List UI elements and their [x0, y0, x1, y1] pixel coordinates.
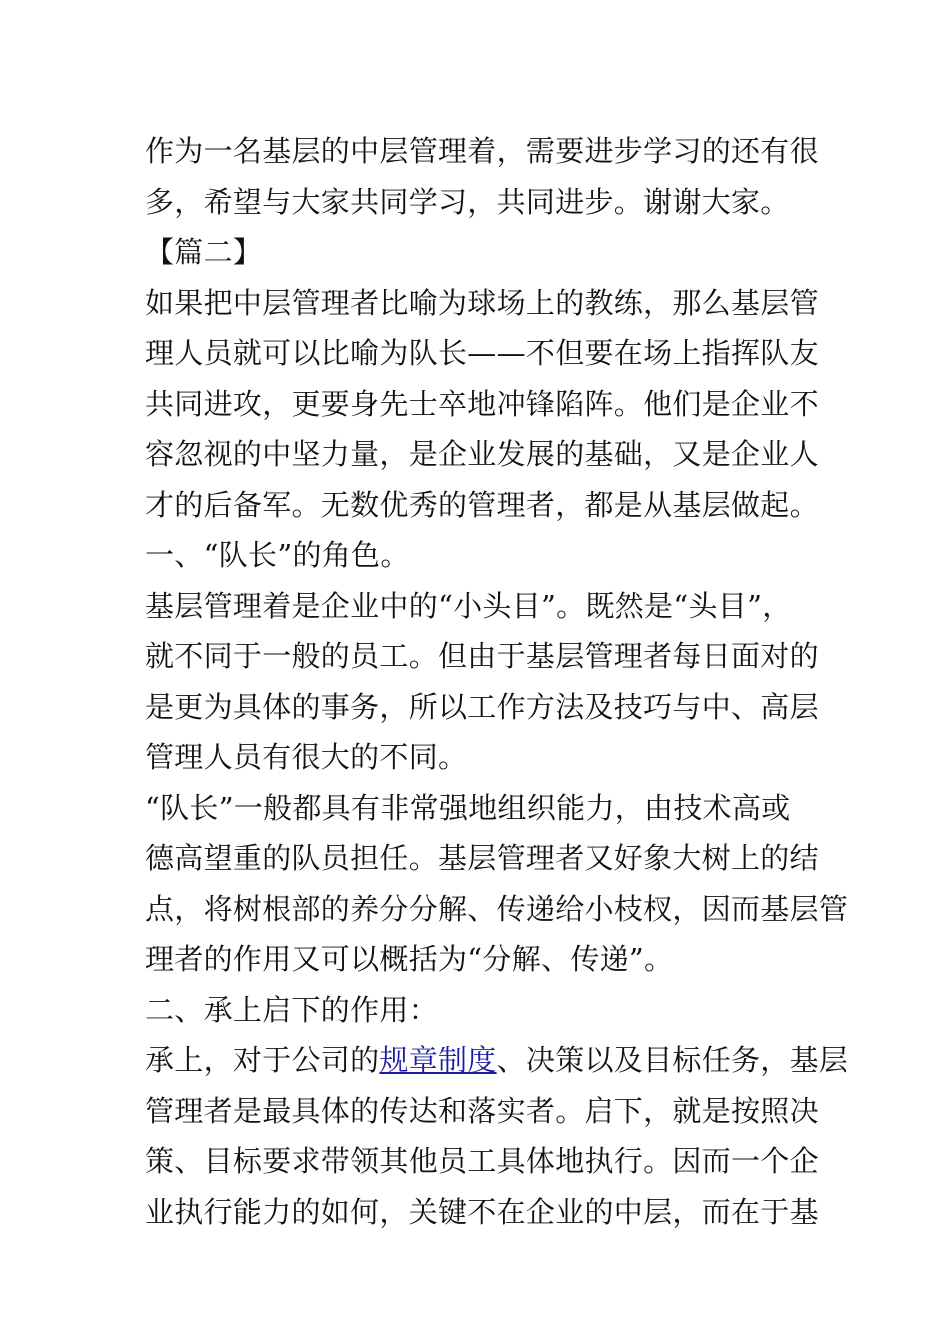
text-line: 多，希望与大家共同学习，共同进步。谢谢大家。 [145, 184, 790, 219]
text-line: 才的后备军。无数优秀的管理者，都是从基层做起。 [145, 487, 819, 522]
text-line: 是更为具体的事务，所以工作方法及技巧与中、高层 [145, 689, 819, 724]
regulations-link[interactable]: 规章制度 [379, 1043, 497, 1077]
text-line: 就不同于一般的员工。但由于基层管理者每日面对的 [145, 639, 819, 673]
text-line: 容忽视的中坚力量，是企业发展的基础，又是企业人 [145, 437, 819, 471]
text-line: 业执行能力的如何，关键不在企业的中层，而在于基 [145, 1194, 819, 1229]
text-line: 管理者是最具体的传达和落实者。启下，就是按照决 [145, 1093, 819, 1128]
section-heading: 【篇二】 [145, 235, 263, 269]
text-line: 理者的作用又可以概括为“分解、传递”。 [145, 942, 674, 976]
text-line: “队长”一般都具有非常强地组织能力，由技术高或 [145, 790, 791, 825]
document-body [145, 126, 849, 1237]
text-line: 理人员就可以比喻为队长——不但要在场上指挥队友 [145, 336, 819, 370]
text-line: 管理人员有很大的不同。 [145, 740, 468, 774]
text-line: 共同进攻，更要身先士卒地冲锋陷阵。他们是企业不 [145, 386, 819, 421]
subheading: 一、“队长”的角色。 [145, 538, 410, 572]
text-line: 作为一名基层的中层管理着，需要进步学习的还有很 [145, 134, 819, 168]
link-line-before: 承上，对于公司的 [145, 1043, 380, 1077]
link-line-after: 、决策以及目标任务，基层 [496, 1043, 849, 1077]
text-line-with-link [145, 1035, 849, 1086]
text-line: 德高望重的队员担任。基层管理者又好象大树上的结 [145, 841, 819, 875]
text-line: 策、目标要求带领其他员工具体地执行。因而一个企 [145, 1144, 819, 1178]
text-line: 点，将树根部的养分分解、传递给小枝杈，因而基层管 [145, 891, 849, 926]
text-line: 如果把中层管理者比喻为球场上的教练，那么基层管 [145, 285, 819, 320]
text-line: 基层管理着是企业中的“小头目”。既然是“头目”， [145, 588, 792, 623]
subheading: 二、承上启下的作用： [145, 992, 439, 1027]
